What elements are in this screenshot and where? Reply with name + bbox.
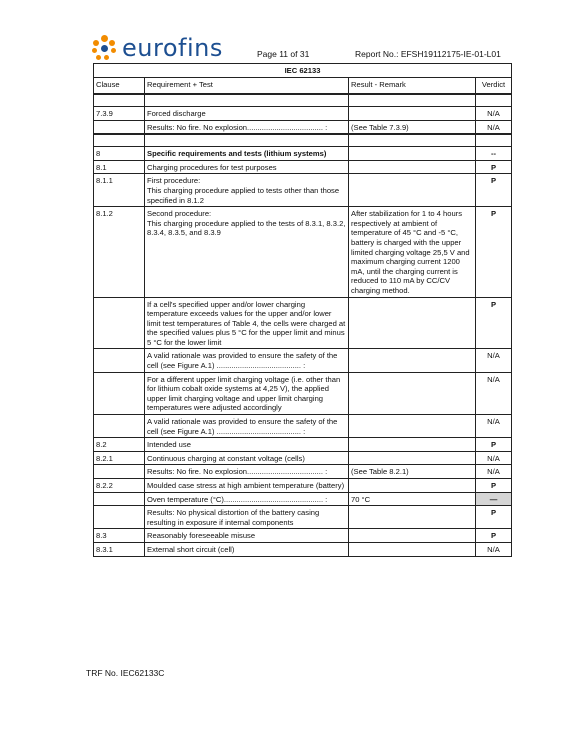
requirement-cell: Charging procedures for test purposes — [145, 160, 349, 174]
table-row — [94, 349, 512, 372]
result-cell — [349, 174, 476, 207]
table-separator — [94, 94, 512, 107]
column-header: Result - Remark — [349, 78, 476, 95]
requirement-cell: Oven temperature (°C)............................................... : — [145, 492, 349, 506]
verdict-cell: P — [476, 506, 512, 529]
verdict-cell: P — [476, 297, 512, 349]
result-cell — [349, 479, 476, 493]
separator-cell — [145, 134, 349, 147]
requirement-cell: Specific requirements and tests (lithium systems) — [145, 147, 349, 161]
separator-cell — [476, 134, 512, 147]
requirement-cell: Results: No fire. No explosion.................................... : — [145, 465, 349, 479]
result-cell — [349, 160, 476, 174]
clause-cell: 8.2 — [94, 438, 145, 452]
separator-cell — [94, 94, 145, 107]
requirement-cell: External short circuit (cell) — [145, 542, 349, 556]
clause-cell — [94, 349, 145, 372]
result-cell — [349, 372, 476, 414]
table-row — [94, 120, 512, 134]
requirement-cell: Reasonably foreseeable misuse — [145, 529, 349, 543]
requirement-cell: A valid rationale was provided to ensure the safety of the cell (see Figure A.1) ........................................ : — [145, 415, 349, 438]
page-header — [0, 0, 570, 64]
clause-cell: 8.3 — [94, 529, 145, 543]
table-row — [94, 297, 512, 349]
standard-title: IEC 62133 — [94, 64, 512, 78]
result-cell — [349, 147, 476, 161]
verdict-cell: P — [476, 174, 512, 207]
column-header: Requirement + Test — [145, 78, 349, 95]
result-cell — [349, 542, 476, 556]
eurofins-logo — [92, 34, 223, 62]
clause-cell — [94, 506, 145, 529]
column-header-row — [94, 78, 512, 95]
requirement-cell: Intended use — [145, 438, 349, 452]
separator-cell — [349, 94, 476, 107]
result-cell — [349, 349, 476, 372]
requirement-cell: Results: No fire. No explosion.................................... : — [145, 120, 349, 134]
clause-cell — [94, 415, 145, 438]
separator-cell — [476, 94, 512, 107]
table-row — [94, 160, 512, 174]
test-report-table — [93, 63, 512, 557]
requirement-cell: For a different upper limit charging voltage (i.e. other than for lithium cobalt oxide systems at 4,25 V), the applied upper limit charging voltage and upper limit charging temperatures were adjusted accordingly — [145, 372, 349, 414]
table-row — [94, 438, 512, 452]
result-cell: (See Table 7.3.9) — [349, 120, 476, 134]
table-row — [94, 415, 512, 438]
verdict-cell: N/A — [476, 451, 512, 465]
table-row — [94, 529, 512, 543]
verdict-cell: P — [476, 207, 512, 297]
result-cell — [349, 451, 476, 465]
table-row — [94, 107, 512, 121]
requirement-cell: Second procedure: This charging procedure applied to the tests of 8.3.1, 8.3.2, 8.3.4, 8.3.5, and 8.3.9 — [145, 207, 349, 297]
table-row — [94, 506, 512, 529]
verdict-cell: N/A — [476, 542, 512, 556]
result-cell — [349, 107, 476, 121]
result-cell: (See Table 8.2.1) — [349, 465, 476, 479]
verdict-cell: N/A — [476, 120, 512, 134]
clause-cell — [94, 297, 145, 349]
clause-cell: 8.2.1 — [94, 451, 145, 465]
clause-cell — [94, 120, 145, 134]
clause-cell: 8.1.2 — [94, 207, 145, 297]
result-cell — [349, 529, 476, 543]
verdict-cell: N/A — [476, 465, 512, 479]
table-row — [94, 451, 512, 465]
table-row — [94, 372, 512, 414]
verdict-cell: P — [476, 438, 512, 452]
clause-cell: 8.1 — [94, 160, 145, 174]
separator-cell — [145, 94, 349, 107]
verdict-cell: N/A — [476, 372, 512, 414]
result-cell — [349, 506, 476, 529]
page-number: Page 11 of 31 — [257, 49, 310, 59]
requirement-cell: A valid rationale was provided to ensure the safety of the cell (see Figure A.1) ........................................ : — [145, 349, 349, 372]
verdict-cell: P — [476, 479, 512, 493]
table-row — [94, 479, 512, 493]
requirement-cell: Forced discharge — [145, 107, 349, 121]
separator-cell — [349, 134, 476, 147]
table-row — [94, 542, 512, 556]
requirement-cell: Results: No physical distortion of the battery casing resulting in exposure if internal components — [145, 506, 349, 529]
result-cell — [349, 297, 476, 349]
requirement-cell: If a cell's specified upper and/or lower charging temperature exceeds values for the upper and/or lower limit test temperatures of Table 4, the cells were charged at the specified values plus 5 °C for the upper limit and minus 5 °C for the lower limit — [145, 297, 349, 349]
table-row — [94, 174, 512, 207]
verdict-cell: N/A — [476, 349, 512, 372]
result-cell: After stabilization for 1 to 4 hours respectively at ambient of temperature of 45 °C and -5 °C, battery is charged with the upper limited charging voltage 25,5 V and maximum charging current 1200 mA, until the charging current is reduced to 110 mA by CC/CV charging method. — [349, 207, 476, 297]
clause-cell: 8 — [94, 147, 145, 161]
table-row — [94, 465, 512, 479]
clause-cell: 8.1.1 — [94, 174, 145, 207]
clause-cell: 8.2.2 — [94, 479, 145, 493]
clause-cell — [94, 465, 145, 479]
verdict-cell: N/A — [476, 107, 512, 121]
table-row — [94, 207, 512, 297]
result-cell — [349, 415, 476, 438]
verdict-cell: P — [476, 529, 512, 543]
clause-cell: 7.3.9 — [94, 107, 145, 121]
requirement-cell: First procedure: This charging procedure applied to tests other than those specified in 8.1.2 — [145, 174, 349, 207]
verdict-cell: — — [476, 492, 512, 506]
report-number: Report No.: EFSH19112175-IE-01-L01 — [355, 49, 501, 59]
logo-text: eurofins — [122, 34, 223, 62]
requirement-cell: Continuous charging at constant voltage (cells) — [145, 451, 349, 465]
verdict-cell: N/A — [476, 415, 512, 438]
clause-cell — [94, 372, 145, 414]
verdict-cell: -- — [476, 147, 512, 161]
result-cell — [349, 438, 476, 452]
column-header: Clause — [94, 78, 145, 95]
verdict-cell: P — [476, 160, 512, 174]
separator-cell — [94, 134, 145, 147]
eurofins-dots-icon — [92, 35, 118, 61]
requirement-cell: Moulded case stress at high ambient temperature (battery) — [145, 479, 349, 493]
table-row — [94, 147, 512, 161]
trf-footer: TRF No. IEC62133C — [86, 668, 165, 678]
clause-cell — [94, 492, 145, 506]
result-cell: 70 °C — [349, 492, 476, 506]
column-header: Verdict — [476, 78, 512, 95]
table-row — [94, 492, 512, 506]
clause-cell: 8.3.1 — [94, 542, 145, 556]
table-separator — [94, 134, 512, 147]
